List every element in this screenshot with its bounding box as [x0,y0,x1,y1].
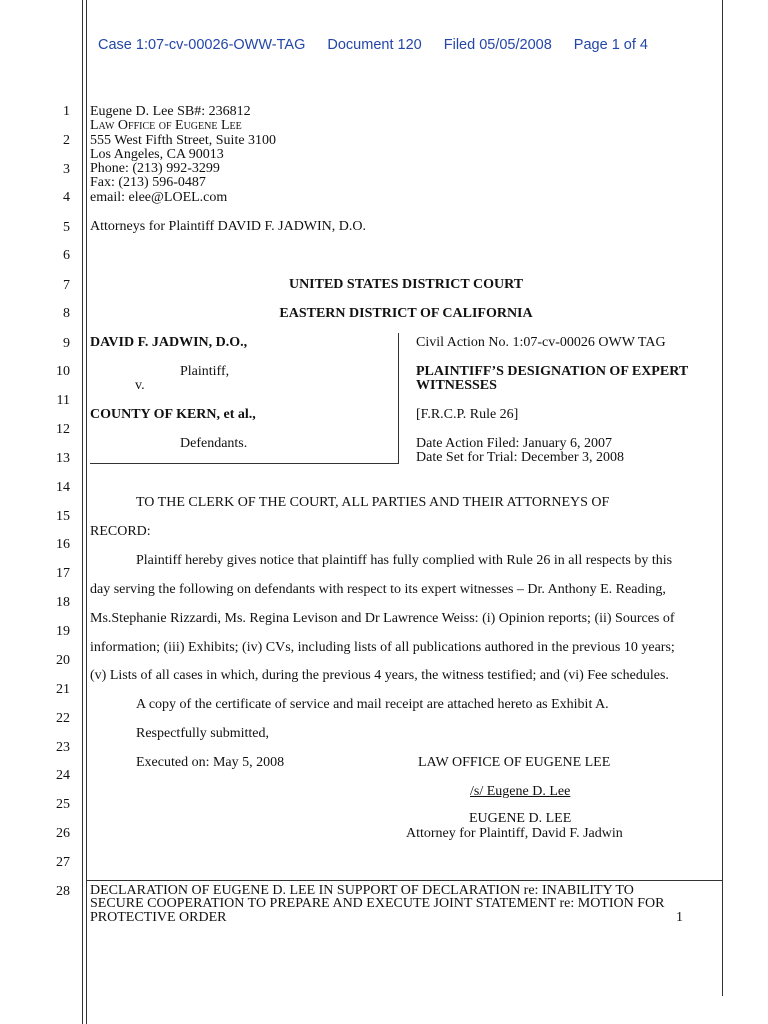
filed-date: Filed 05/05/2008 [443,37,552,53]
line-number: 7 [63,278,70,293]
line-number: 4 [63,190,70,205]
line-number: 17 [56,566,70,581]
signatory-title: Attorney for Plaintiff, David F. Jadwin [406,826,623,841]
paragraph-1-line3: Ms.Stephanie Rizzardi, Ms. Regina Levison and Dr Lawrence Weiss: (i) Opinion reports; (ii) Sources of [90,611,675,626]
paragraph-1-line4: information; (iii) Exhibits; (iv) CVs, including lists of all publications authored in the previous 10 years; [90,640,675,655]
ecf-header [98,37,666,53]
line-number: 11 [56,393,70,408]
firm-fax: Fax: (213) 596-0487 [90,175,206,190]
paragraph-1-line5: (v) Lists of all cases in which, during the previous 4 years, the witness testified; and (vi) Fee schedules. [90,668,669,683]
document-number: Document 120 [327,37,422,53]
firm-phone: Phone: (213) 992-3299 [90,161,220,176]
line-number: 10 [56,364,70,379]
paragraph-1-line2: day serving the following on defendants with respect to its expert witnesses – Dr. Anthony E. Reading, [90,582,666,597]
paragraph-1-line1: Plaintiff hereby gives notice that plaintiff has fully complied with Rule 26 in all respects by this [136,553,673,568]
line-number: 12 [56,422,70,437]
versus: v. [135,378,145,393]
line-number: 24 [56,768,70,783]
date-action-filed: Date Action Filed: January 6, 2007 [416,436,612,451]
line-number: 6 [63,248,70,263]
firm-street: 555 West Fifth Street, Suite 3100 [90,133,277,148]
firm-email: email: elee@LOEL.com [90,190,228,205]
court-name: UNITED STATES DISTRICT COURT [288,277,524,292]
paragraph-2: A copy of the certificate of service and mail receipt are attached hereto as Exhibit A. [136,697,609,712]
line-number: 18 [56,595,70,610]
line-number: 9 [63,336,70,351]
left-margin-rule-inner [86,0,87,1024]
plaintiff-role: Plaintiff, [180,364,230,379]
line-number: 21 [56,682,70,697]
line-number: 25 [56,797,70,812]
footer-title-line3: PROTECTIVE ORDER [90,910,227,925]
footer-title-line2: SECURE COOPERATION TO PREPARE AND EXECUTE JOINT STATEMENT re: MOTION FOR [90,896,665,911]
right-margin-rule [722,0,723,996]
document-title-line1: PLAINTIFF’S DESIGNATION OF EXPERT [416,364,689,379]
footer-title-line1: DECLARATION OF EUGENE D. LEE IN SUPPORT OF DECLARATION re: INABILITY TO [90,883,634,898]
executed-on: Executed on: May 5, 2008 [136,755,285,770]
case-number: Case 1:07-cv-00026-OWW-TAG [98,37,306,53]
line-number: 26 [56,826,70,841]
respectfully-submitted: Respectfully submitted, [136,726,269,741]
rule-reference: [F.R.C.P. Rule 26] [416,407,519,422]
line-number: 1 [63,104,70,119]
line-number: 28 [56,884,70,899]
signature-firm: LAW OFFICE OF EUGENE LEE [418,755,611,770]
court-district: EASTERN DISTRICT OF CALIFORNIA [279,306,533,321]
line-number: 14 [56,480,70,495]
line-number: 27 [56,855,70,870]
line-number: 13 [56,451,70,466]
defendant-name: COUNTY OF KERN, et al., [90,407,256,422]
line-number: 3 [63,162,70,177]
attorney-name: Eugene D. Lee SB#: 236812 [90,104,251,119]
line-number: 8 [63,306,70,321]
line-number: 5 [63,220,70,235]
line-number: 16 [56,537,70,552]
line-number: 15 [56,509,70,524]
line-number: 22 [56,711,70,726]
footer-rule [87,880,722,881]
left-margin-rule-outer [82,0,83,1024]
line-number: 19 [56,624,70,639]
document-title-line2: WITNESSES [416,378,497,393]
electronic-signature: /s/ Eugene D. Lee [470,784,571,799]
salutation-line2: RECORD: [90,524,151,539]
defendant-role: Defendants. [180,436,248,451]
firm-city: Los Angeles, CA 90013 [90,147,224,162]
date-set-for-trial: Date Set for Trial: December 3, 2008 [416,450,625,465]
civil-action-number: Civil Action No. 1:07-cv-00026 OWW TAG [416,335,666,350]
signatory-name: EUGENE D. LEE [469,811,572,826]
page-indicator: Page 1 of 4 [573,37,648,53]
footer-page-number: 1 [676,910,683,925]
salutation-line1: TO THE CLERK OF THE COURT, ALL PARTIES AND THEIR ATTORNEYS OF [136,495,610,510]
law-firm-name: Law Office of Eugene Lee [90,118,242,133]
line-number: 23 [56,740,70,755]
line-number: 2 [63,133,70,148]
attorneys-for: Attorneys for Plaintiff DAVID F. JADWIN, D.O. [90,219,367,234]
plaintiff-name: DAVID F. JADWIN, D.O., [90,335,248,350]
line-number: 20 [56,653,70,668]
